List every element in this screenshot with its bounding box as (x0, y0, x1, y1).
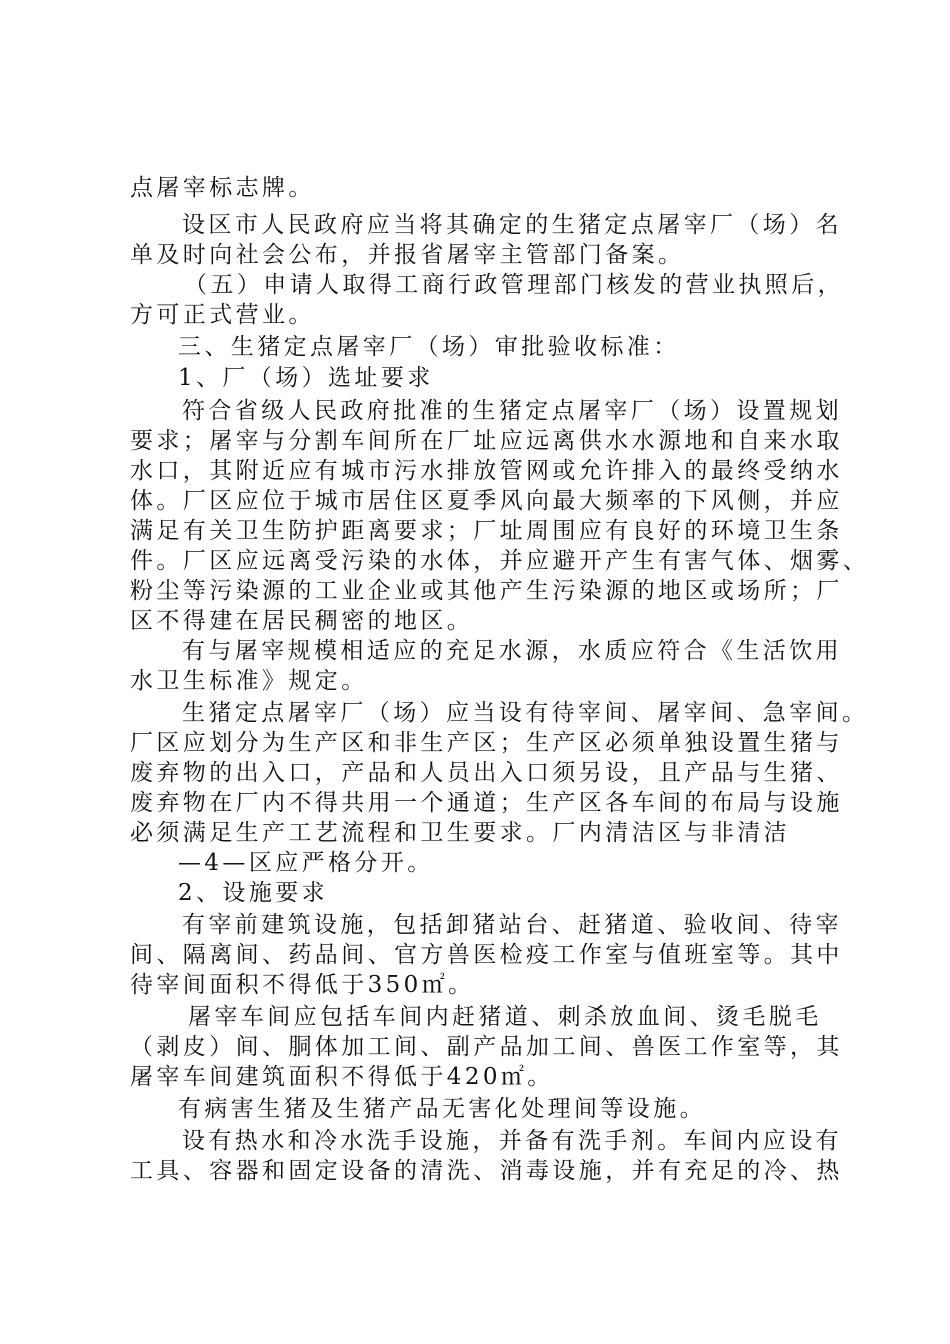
section-heading: 三、生猪定点屠宰厂（场）审批验收标准： (178, 334, 680, 360)
text-line: 水卫生标准》规定。 (130, 668, 368, 694)
text-line: 体。厂区应位于城市居住区夏季风向最大频率的下风侧，并应 (130, 488, 843, 514)
page-number-line: —4—区应严格分开。 (178, 850, 434, 876)
text-line: 满足有关卫生防护距离要求；厂址周围应有良好的环境卫生条 (130, 518, 843, 544)
text-line: 有宰前建筑设施，包括卸猪站台、赶猪道、验收间、待宰 (182, 912, 842, 938)
text-line: 屠宰车间应包括车间内赶猪道、刺杀放血间、烫毛脱毛 (188, 1004, 822, 1030)
text-line: 厂区应划分为生产区和非生产区；生产区必须单独设置生猪与 (130, 730, 843, 756)
text-line: 必须满足生产工艺流程和卫生要求。厂内清洁区与非清洁 (130, 820, 790, 846)
text-line: 要求；屠宰与分割车间所在厂址应远离供水水源地和自来水取 (130, 428, 843, 454)
text-line: 符合省级人民政府批准的生猪定点屠宰厂（场）设置规划 (182, 398, 842, 424)
text-line: （剥皮）间、胴体加工间、副产品加工间、兽医工作室等，其 (130, 1034, 843, 1060)
text-line: 废弃物在厂内不得共用一个通道；生产区各车间的布局与设施 (130, 790, 843, 816)
text-line: 有病害生猪及生猪产品无害化处理间等设施。 (178, 1096, 706, 1122)
text-line: （五）申请人取得工商行政管理部门核发的营业执照后， (184, 272, 844, 298)
text-line: 设有热水和冷水洗手设施，并备有洗手剂。车间内应设有 (182, 1128, 842, 1154)
text-line: 间、隔离间、药品间、官方兽医检疫工作室与值班室等。其中 (130, 942, 843, 968)
text-line: 生猪定点屠宰厂（场）应当设有待宰间、屠宰间、急宰间。 (182, 700, 869, 726)
text-line: 待宰间面积不得低于350㎡。 (130, 972, 475, 998)
text-line: 区不得建在居民稠密的地区。 (130, 608, 474, 634)
text-line: 点屠宰标志牌。 (130, 175, 315, 201)
text-line: 废弃物的出入口，产品和人员出入口须另设，且产品与生猪、 (130, 760, 843, 786)
text-line: 有与屠宰规模相适应的充足水源，水质应符合《生活饮用 (182, 638, 842, 664)
text-line: 方可正式营业。 (130, 302, 315, 328)
text-line: 件。厂区应远离受污染的水体，并应避开产生有害气体、烟雾、 (130, 548, 870, 574)
text-line: 水口，其附近应有城市污水排放管网或允许排入的最终受纳水 (130, 458, 843, 484)
text-line: 屠宰车间建筑面积不得低于420㎡。 (130, 1064, 554, 1090)
text-line: 单及时向社会公布，并报省屠宰主管部门备案。 (130, 242, 685, 268)
subsection-heading: 1、厂（场）选址要求 (178, 365, 434, 391)
subsection-heading: 2、设施要求 (178, 880, 329, 906)
text-line: 设区市人民政府应当将其确定的生猪定点屠宰厂（场）名 (182, 212, 842, 238)
text-line: 工具、容器和固定设备的清洗、消毒设施，并有充足的冷、热 (130, 1158, 843, 1184)
text-line: 粉尘等污染源的工业企业或其他产生污染源的地区或场所；厂 (130, 578, 843, 604)
